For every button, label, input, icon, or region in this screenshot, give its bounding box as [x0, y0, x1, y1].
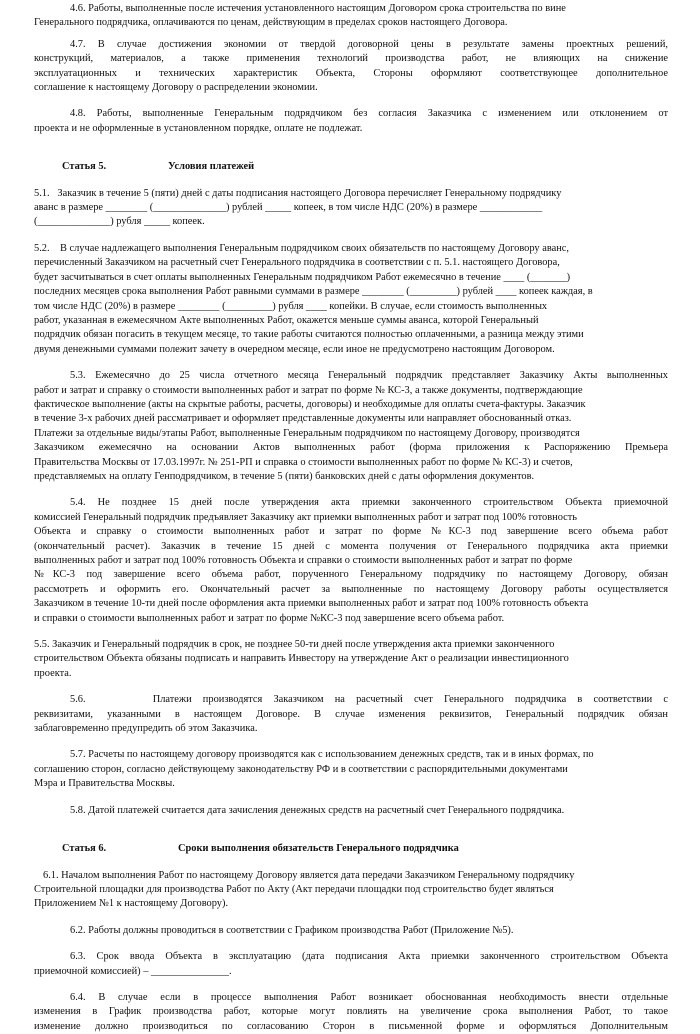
text-line: 6.1. Началом выполнения Работ по настоящему Договору является дата передачи Заказчиком Генеральному подрядчику [43, 869, 575, 881]
text-line: и справки о стоимости выполненных работ и затрат по форме №КС-3 под завершение всего объема работ. [34, 612, 505, 624]
article-number: Статья 5. [62, 161, 107, 173]
clause-5-2 [34, 242, 668, 357]
text-line: том числе НДС (20%) в размере ________ (_________) рубля ____ копейки. В случае, если стоимость выполненных [34, 300, 548, 312]
text-line: 5.3. Ежемесячно до 25 числа отчетного месяца Генеральный подрядчик представляет Заказчику Акты выполненных [70, 370, 668, 382]
text-line: изменения в График производства работ, которые могут повлиять на увеличение срока выполнения Работ, то такое [34, 1006, 668, 1018]
text-line: Строительной площадки для производства Работ по Акту (Акт передачи площадки под строительство будет являться [34, 883, 554, 895]
text-line: конструкций, материалов, а также применения технологий производства работ, не влияющих на снижение [34, 53, 668, 65]
text-line: Платежи за отдельные виды/этапы Работ, выполненные Генеральным подрядчиком по настоящему Договору, производятся [34, 427, 580, 439]
text-line: 6.4. В случае если в процессе выполнения Работ возникает обоснованная необходимость внести отдельные [70, 991, 668, 1003]
text-line: Генерального подрядчика, оплачиваются по ценам, действующим в пределах сроков настоящего Договора. [34, 17, 508, 29]
text-line: рассмотреть и оформить его. Окончательный расчет за выполненные по настоящему Договору работы осуществляется [34, 583, 668, 595]
text-line: 5.6. Платежи производятся Заказчиком на расчетный счет Генерального подрядчика в соответствии с [70, 694, 668, 706]
text-line: 5.2. В случае надлежащего выполнения Генеральным подрядчиком своих обязательств по настоящему Договору аванс, [34, 242, 569, 254]
clause-5-6 [34, 693, 668, 736]
clause-6-1 [34, 869, 668, 912]
clause-5-5 [34, 638, 668, 681]
text-line: 4.8. Работы, выполненные Генеральным подрядчиком без согласия Заказчика с изменением или отклонением от [70, 108, 668, 120]
text-line: соглашению сторон, согласно действующему законодательству РФ и в соответствии с распорядительными документами [34, 763, 568, 775]
text-line: 6.2. Работы должны проводиться в соответствии с Графиком производства Работ (Приложение №5). [70, 924, 514, 936]
text-line: работ, указанная в ежемесячном Акте выполненных Работ, окажется меньше суммы аванса, которой Генеральный [34, 314, 539, 326]
clause-4-6 [34, 2, 668, 31]
text-line: перечисленный Заказчиком на расчетный счет Генерального подрядчика в соответствии с п. 5.1. настоящего Договора, [34, 257, 560, 269]
text-line: изменение должно производиться по согласованию Сторон в письменной форме и оформляться Дополнительным [34, 1020, 668, 1032]
text-line: Заказчиком ежемесячно на основании Актов выполненных работ (форма приложения к Распоряжению Премьера [34, 442, 668, 454]
text-line: фактическое выполнение (акты на скрытые работы, расчеты, договоры) и необходимые для оплаты счета-фактуры. Заказчик [34, 398, 586, 410]
text-line: 5.4. Не позднее 15 дней после утверждения акта приемки законченного строительством Объекта приемочной [70, 497, 668, 509]
article-title: Сроки выполнения обязательств Генерального подрядчика [178, 843, 459, 855]
text-line: аванс в размере ________ (______________) рублей _____ копеек, в том числе НДС (20%) в размере ____________ [34, 202, 543, 214]
article-number: Статья 6. [62, 843, 107, 855]
clause-4-7 [34, 38, 668, 96]
text-line: 4.7. В случае достижения экономии от твердой договорной цены в результате замены проектных решений, [70, 38, 668, 50]
clause-4-8 [34, 107, 668, 136]
text-line: в течение 3-х рабочих дней рассматривает и оформляет представленные документы или направляет обоснованный отказ. [34, 413, 572, 425]
text-line: комиссией Генеральный подрядчик предъявляет Заказчику акт приемки выполненных работ и затрат под 100% готовность [34, 511, 578, 523]
text-line: 4.6. Работы, выполненные после истечения установленного настоящим Договором срока строительства по вине [70, 3, 566, 14]
clause-5-7 [34, 748, 668, 791]
text-line: представляемых на оплату Генподрядчиком, в течение 5 (пяти) банковских дней с даты оформления документов. [34, 470, 535, 482]
text-line: заблаговременно предупредить об этом Заказчика. [34, 723, 258, 735]
text-line: будет засчитываться в счет оплаты выполненных Генеральным подрядчиком Работ ежемесячно в течение ____ (_______) [34, 271, 571, 283]
clause-6-2 [34, 924, 668, 938]
text-line: строительством Объекта обязаны подписать и направить Инвестору на утверждение Акт о реализации инвестиционного [34, 653, 569, 665]
text-line: Приложением №1 к настоящему Договору). [34, 898, 229, 910]
article-5-heading [34, 160, 668, 174]
text-line: Правительства Москвы от 17.03.1997г. № 251-РП и справка о стоимости выполненных работ по форме № КС-3) и счетов, [34, 456, 573, 468]
text-line: Заказчиком в течение 10-ти дней после оформления акта приемки выполненных работ и затрат под 100% готовность объекта [34, 598, 589, 610]
clause-6-3 [34, 950, 668, 979]
clause-5-3 [34, 369, 668, 484]
text-line: приемочной комиссией) – _______________. [34, 965, 232, 977]
text-line: работ и затрат и справку о стоимости выполненных работ и затрат по форме № КС-3, а также документы, подтверждающие [34, 384, 583, 396]
text-line: 5.8. Датой платежей считается дата зачисления денежных средств на расчетный счет Генерального подрядчика. [70, 804, 565, 816]
text-line: соглашение к настоящему Договору о распределении экономии. [34, 82, 318, 94]
text-line: Мэра и Правительства Москвы. [34, 778, 175, 790]
text-line: выполненных работ и затрат под 100% готовность Объекта и справки о стоимости выполненных работ и затрат по форме [34, 555, 573, 566]
clause-5-4 [34, 496, 668, 626]
clause-6-4 [34, 991, 668, 1034]
text-line: эксплуатационных и технических характеристик Объекта, Стороны оформляют соответствующее дополнительное [34, 67, 668, 79]
contract-document [34, 2, 668, 1034]
text-line: Объекта и справку о стоимости выполненных работ и затрат по форме №КС-3 под завершение всего объема работ [34, 526, 668, 538]
text-line: 5.7. Расчеты по настоящему договору производятся как с использованием денежных средств, так и в иных формах, по [70, 749, 594, 761]
clause-5-8 [34, 804, 668, 818]
text-line: (______________) рубля _____ копеек. [34, 216, 205, 228]
text-line: 6.3. Срок ввода Объекта в эксплуатацию (дата подписания Акта приемки законченного строительством Объекта [70, 951, 668, 963]
text-line: проекта и не оформленные в установленном порядке, оплате не подлежат. [34, 122, 363, 134]
article-title: Условия платежей [168, 161, 255, 173]
text-line: двумя денежными суммами полежит зачету в очередном месяце, если иное не предусмотрено настоящим Договором. [34, 343, 555, 355]
text-line: 5.1. Заказчик в течение 5 (пяти) дней с даты подписания настоящего Договора перечисляет Генеральному подрядчику [34, 187, 562, 199]
text-line: (окончательный расчет). Заказчик в течение 15 дней с момента получения от Генерального подрядчика акта приемки [34, 540, 668, 552]
clause-5-1 [34, 187, 668, 230]
article-6-heading [34, 842, 668, 856]
text-line: последних месяцев срока выполнения Работ равными суммами в размере ________ (_________) рублей ____ копеек каждая, в [34, 286, 593, 298]
text-line: №КС-3 под завершение всего объема работ, порученного Генеральному подрядчику по настоящему Договору, обязан [34, 569, 668, 581]
text-line: подрядчик обязан погасить в текущем месяце, то такие работы считаются полностью оплаченными, а разница между этими [34, 329, 584, 341]
text-line: реквизитами, указанными в настоящем Договоре. В случае изменения реквизитов, Генеральный подрядчик обязан [34, 708, 668, 720]
text-line: 5.5. Заказчик и Генеральный подрядчик в срок, не позднее 50-ти дней после утверждения акта приемки законченного [34, 639, 555, 651]
text-line: проекта. [34, 667, 72, 679]
